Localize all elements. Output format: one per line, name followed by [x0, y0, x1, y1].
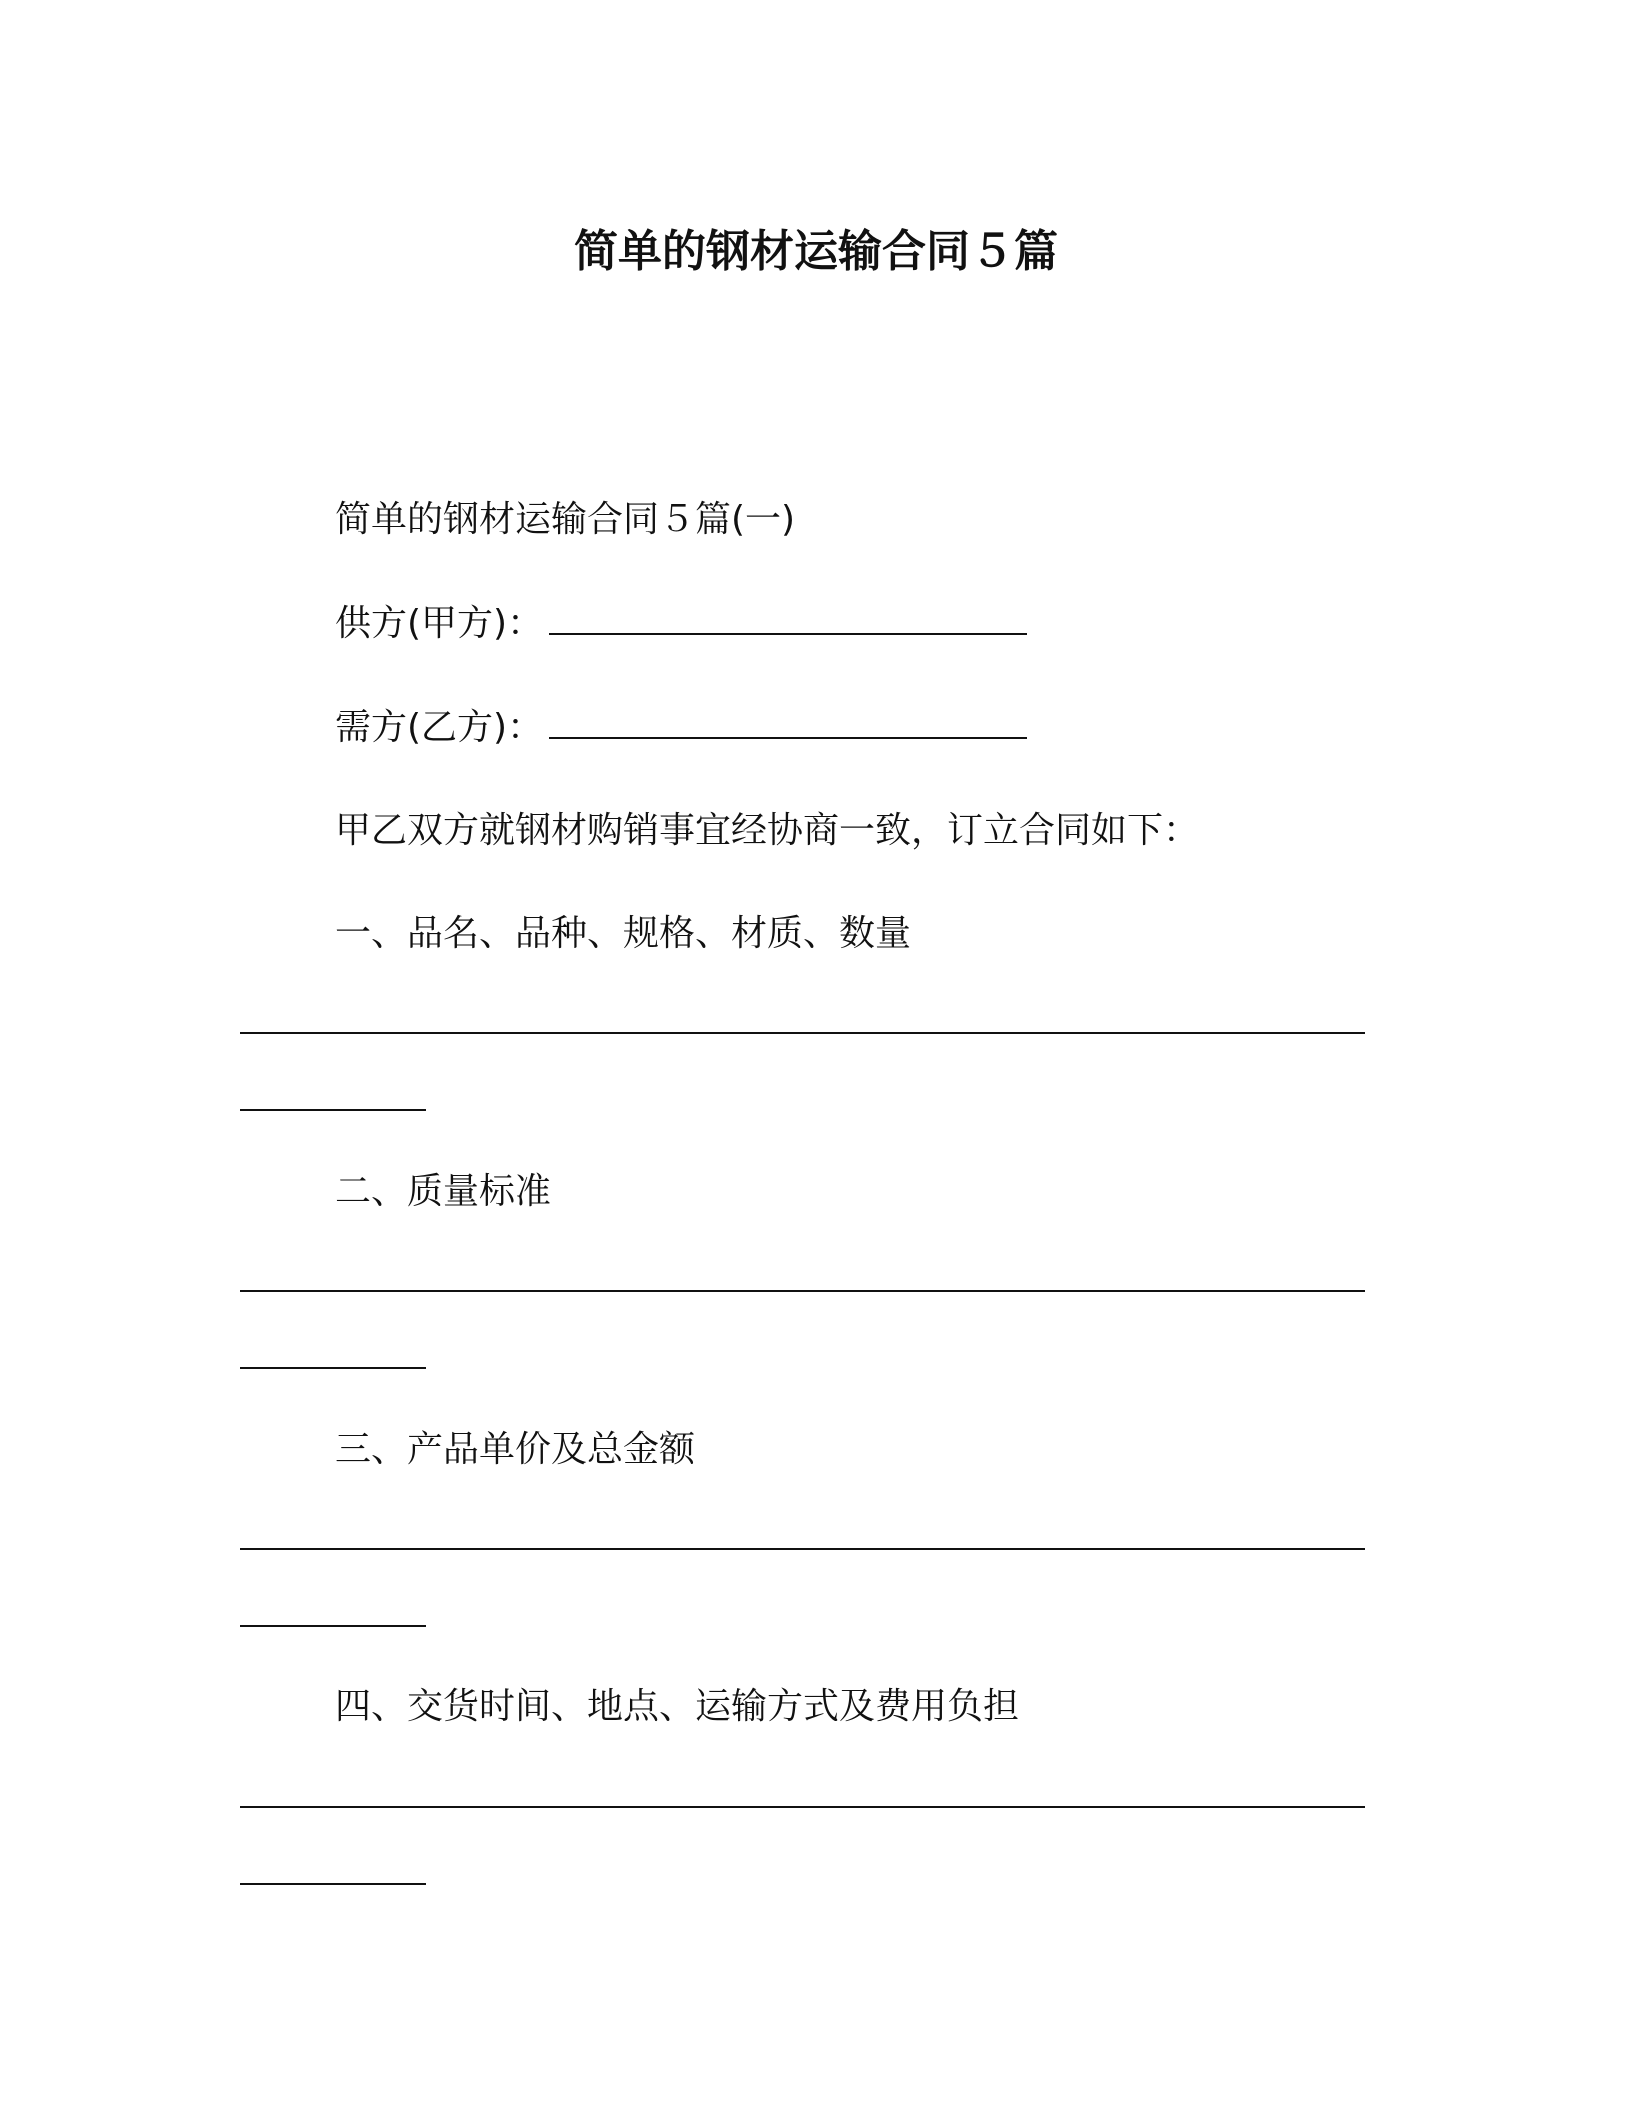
fill-line-2a [240, 1290, 1365, 1292]
supplier-blank [549, 605, 1027, 635]
fill-line-2b [240, 1367, 426, 1369]
fill-line-1b [240, 1109, 426, 1111]
fill-line-4a [240, 1806, 1365, 1808]
buyer-line [335, 704, 1027, 752]
supplier-line [335, 600, 1027, 648]
section-heading-2: 二、质量标准 [335, 1171, 552, 1212]
section-heading-3: 三、产品单价及总金额 [335, 1429, 696, 1470]
intro-paragraph: 甲乙双方就钢材购销事宜经协商一致，订立合同如下： [335, 810, 1200, 851]
supplier-label: 供方(甲方)： [335, 603, 544, 644]
fill-line-3a [240, 1548, 1365, 1550]
document-title: 简单的钢材运输合同５篇 [574, 226, 1058, 277]
buyer-blank [549, 709, 1027, 739]
fill-line-4b [240, 1883, 426, 1885]
section-heading-1: 一、品名、品种、规格、材质、数量 [335, 913, 912, 954]
section-heading-4: 四、交货时间、地点、运输方式及费用负担 [335, 1686, 1020, 1727]
buyer-label: 需方(乙方)： [335, 707, 544, 748]
fill-line-1a [240, 1032, 1365, 1034]
fill-line-3b [240, 1625, 426, 1627]
contract-subtitle: 简单的钢材运输合同５篇(一) [335, 499, 796, 540]
